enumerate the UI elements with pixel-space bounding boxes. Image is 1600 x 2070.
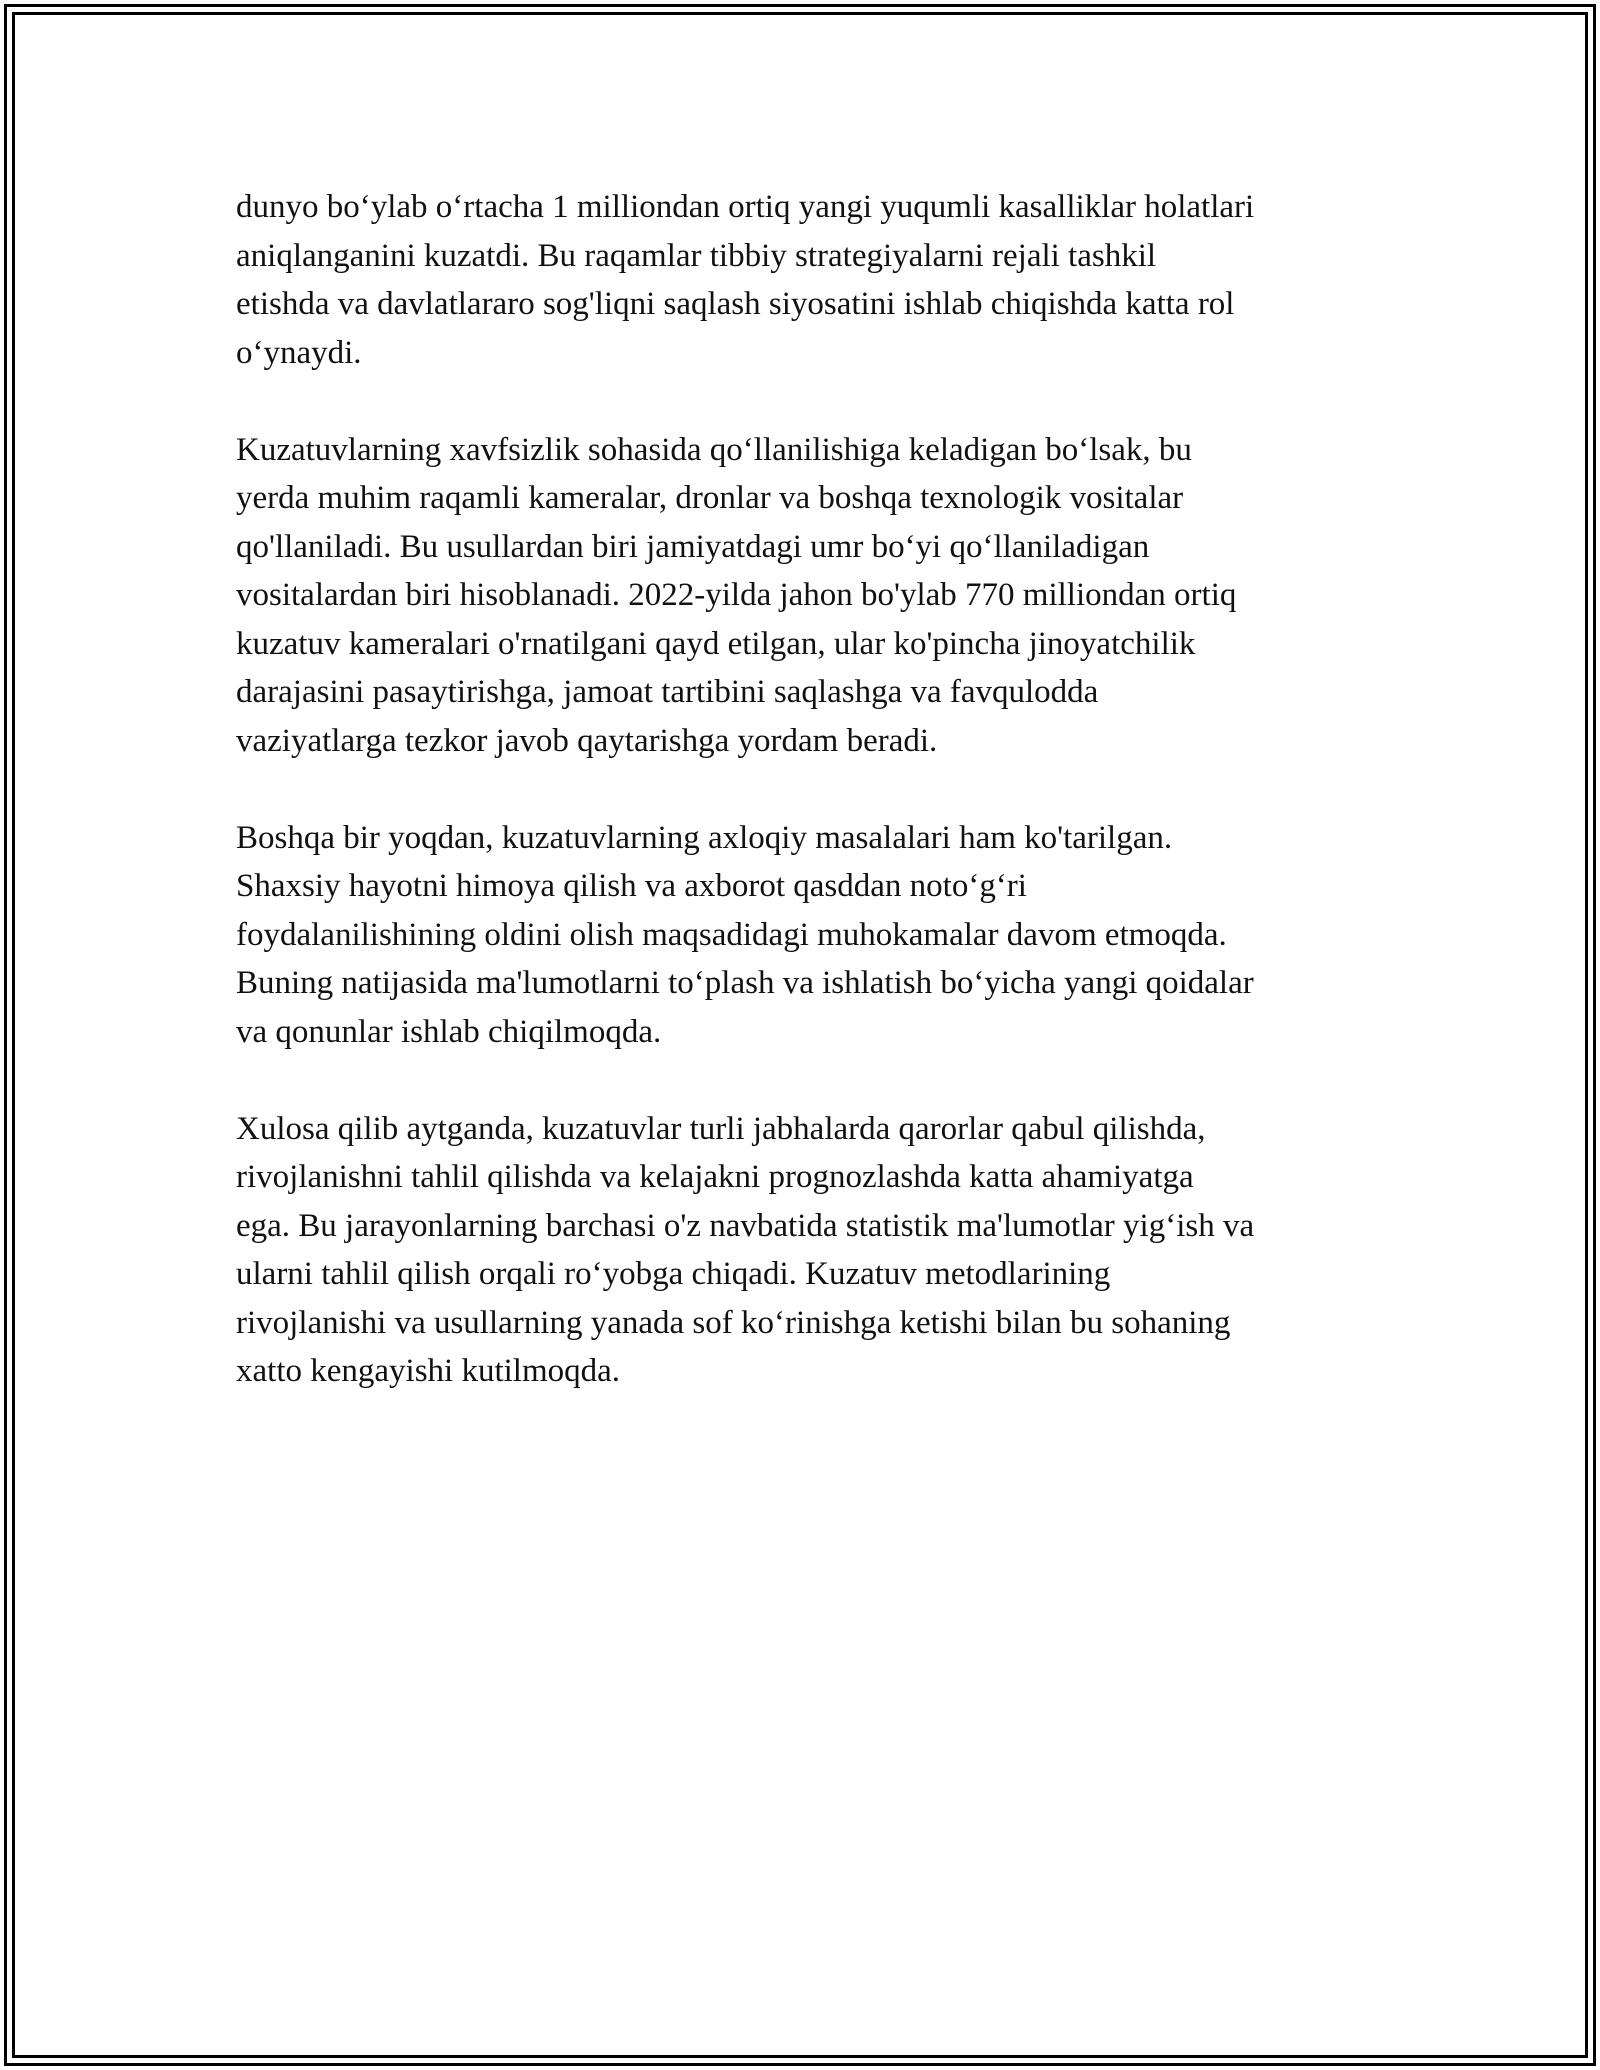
text-line: ega. Bu jarayonlarning barchasi o'z navbatida statistik ma'lumotlar yig‘ish va	[236, 1207, 1255, 1244]
text-line: rivojlanishni tahlil qilishda va kelajakni prognozlashda katta ahamiyatga	[236, 1159, 1194, 1195]
text-line: va qonunlar ishlab chiqilmoqda.	[236, 1013, 662, 1050]
text-line: vositalardan biri hisoblanadi. 2022-yilda jahon bo'ylab 770 milliondan ortiq	[236, 577, 1237, 613]
paragraph-ethical-issues	[236, 814, 1386, 1057]
text-line: ularni tahlil qilish orqali ro‘yobga chiqadi. Kuzatuv metodlarining	[236, 1256, 1111, 1292]
text-line: rivojlanishi va usullarning yanada sof ko‘rinishga ketishi bilan bu sohaning	[236, 1304, 1231, 1341]
text-line: Kuzatuvlarning xavfsizlik sohasida qo‘llanilishiga keladigan bo‘lsak, bu	[236, 431, 1192, 468]
text-line: Xulosa qilib aytganda, kuzatuvlar turli jabhalarda qarorlar qabul qilishda,	[236, 1110, 1206, 1147]
paragraph-conclusion	[236, 1105, 1386, 1396]
text-line: Boshqa bir yoqdan, kuzatuvlarning axloqiy masalalari ham ko'tarilgan.	[236, 819, 1173, 856]
text-line: qo'llaniladi. Bu usullardan biri jamiyatdagi umr bo‘yi qo‘llaniladigan	[236, 528, 1150, 565]
text-line: Buning natijasida ma'lumotlarni to‘plash va ishlatish bo‘yicha yangi qoidalar	[236, 965, 1254, 1001]
paragraph-security-surveillance	[236, 426, 1386, 766]
text-line: darajasini pasaytirishga, jamoat tartibini saqlashga va favqulodda	[236, 674, 1099, 710]
text-line: vaziyatlarga tezkor javob qaytarishga yordam beradi.	[236, 722, 938, 759]
text-line: etishda va davlatlararo sog'liqni saqlash siyosatini ishlab chiqishda katta rol	[236, 286, 1235, 322]
text-line: dunyo bo‘ylab o‘rtacha 1 milliondan ortiq yangi yuqumli kasalliklar holatlari	[236, 189, 1255, 225]
text-line: foydalanilishining oldini olish maqsadidagi muhokamalar davom etmoqda.	[236, 916, 1227, 953]
text-line: yerda muhim raqamli kameralar, dronlar va boshqa texnologik vositalar	[236, 480, 1184, 516]
text-line: aniqlanganini kuzatdi. Bu raqamlar tibbiy strategiyalarni rejali tashkil	[236, 237, 1157, 274]
text-line: o‘ynaydi.	[236, 334, 362, 371]
paragraph-disease-statistics	[236, 183, 1386, 377]
text-line: kuzatuv kameralari o'rnatilgani qayd etilgan, ular ko'pincha jinoyatchilik	[236, 625, 1196, 662]
text-line: xatto kengayishi kutilmoqda.	[236, 1353, 621, 1389]
text-line: Shaxsiy hayotni himoya qilish va axborot qasddan noto‘g‘ri	[236, 868, 1027, 904]
document-body	[236, 183, 1386, 1396]
